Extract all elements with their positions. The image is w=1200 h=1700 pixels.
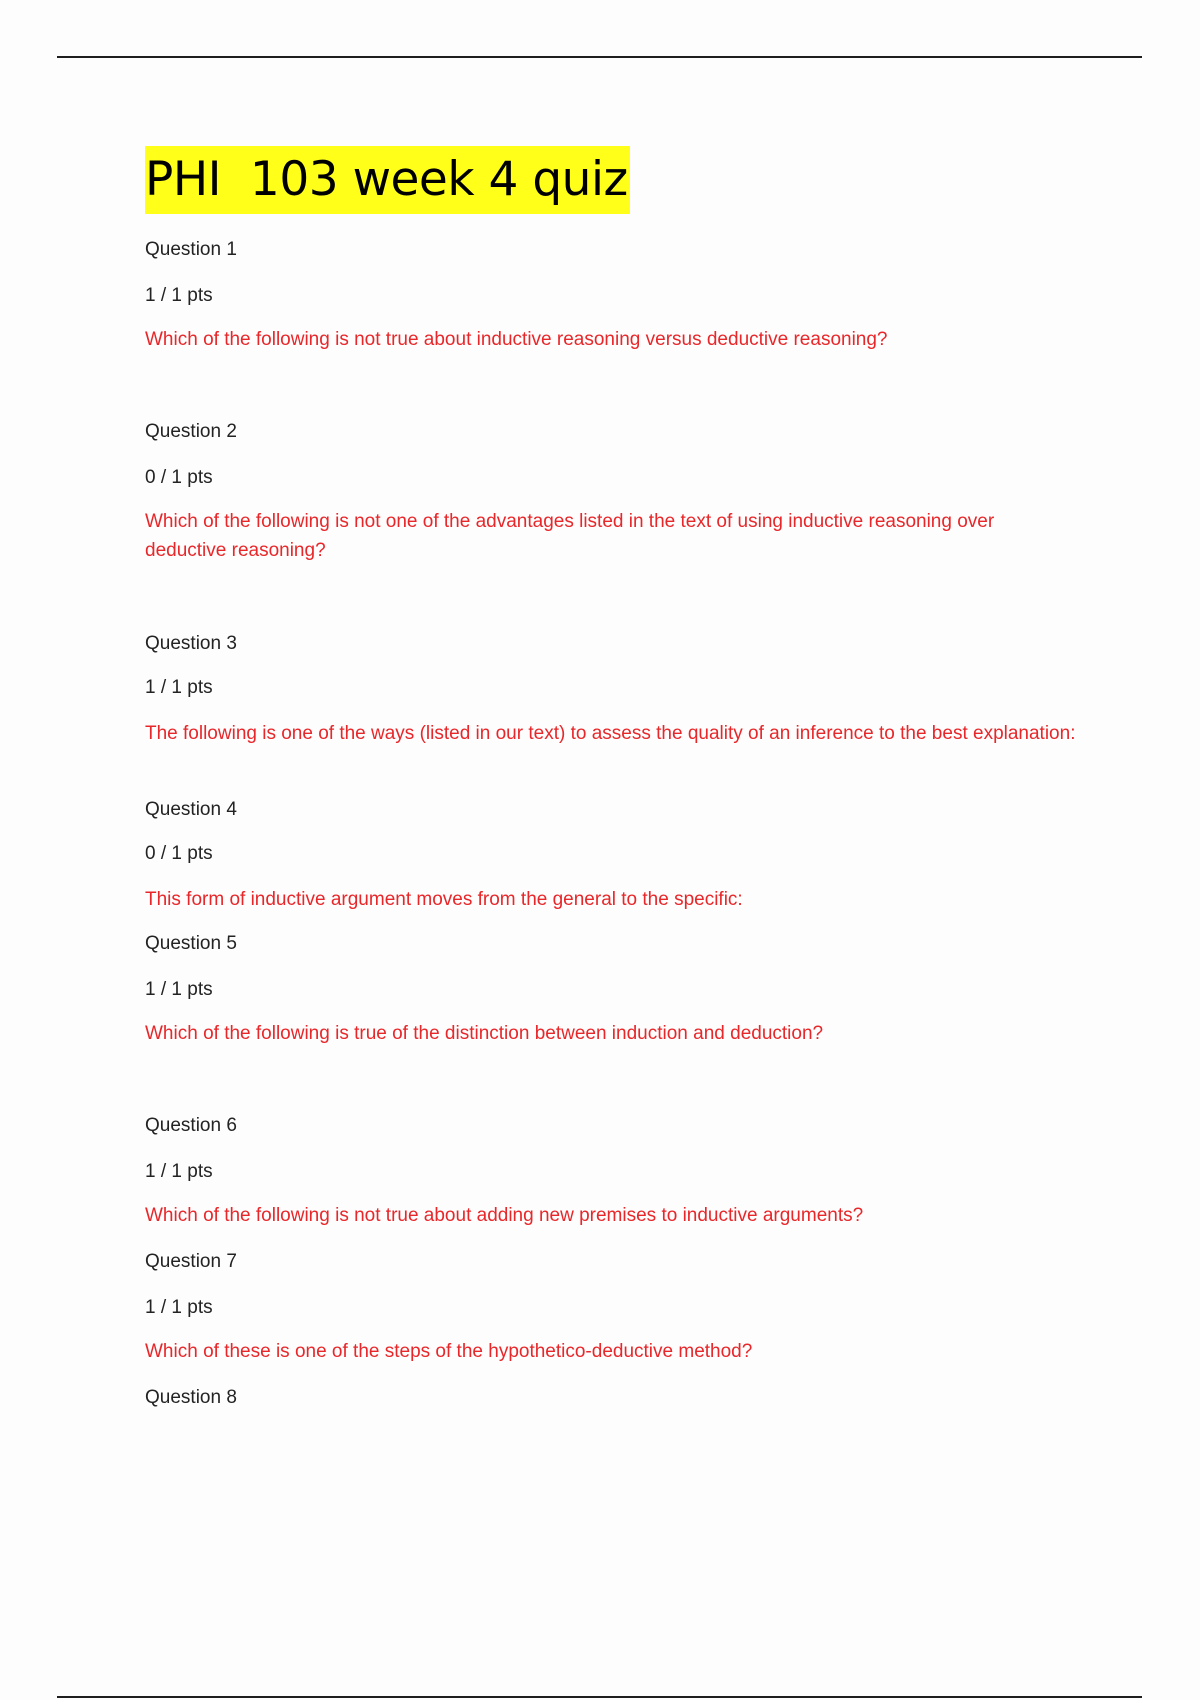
question-label: Question 2: [145, 421, 237, 442]
question-label: Question 4: [145, 799, 237, 820]
question-prompt: Which of the following is true of the distinction between induction and deduction?: [145, 1023, 824, 1044]
page-title: PHI 103 week 4 quiz: [145, 146, 630, 214]
question-prompt: The following is one of the ways (listed in our text) to assess the quality of an inference to the best explanation:: [145, 723, 1076, 744]
question-prompt: Which of these is one of the steps of the hypothetico-deductive method?: [145, 1341, 753, 1362]
question-prompt: This form of inductive argument moves from the general to the specific:: [145, 889, 743, 910]
question-points: 1 / 1 pts: [145, 285, 213, 306]
footer-rule: [57, 1696, 1142, 1698]
question-label: Question 1: [145, 239, 237, 260]
question-prompt: Which of the following is not true about inductive reasoning versus deductive reasoning?: [145, 329, 888, 350]
question-prompt: Which of the following is not one of the advantages listed in the text of using inductive reasoning over deductive reasoning?: [145, 511, 995, 561]
question-label: Question 3: [145, 633, 237, 654]
question-points: 0 / 1 pts: [145, 843, 213, 864]
question-points: 1 / 1 pts: [145, 1297, 213, 1318]
question-points: 1 / 1 pts: [145, 1161, 213, 1182]
question-label: Question 8: [145, 1387, 237, 1408]
title-block: [145, 146, 630, 214]
question-points: 0 / 1 pts: [145, 467, 213, 488]
header-rule: [57, 56, 1142, 58]
question-label: Question 7: [145, 1251, 237, 1272]
question-label: Question 6: [145, 1115, 237, 1136]
question-points: 1 / 1 pts: [145, 979, 213, 1000]
question-label: Question 5: [145, 933, 237, 954]
question-prompt: Which of the following is not true about adding new premises to inductive arguments?: [145, 1205, 864, 1226]
question-points: 1 / 1 pts: [145, 677, 213, 698]
